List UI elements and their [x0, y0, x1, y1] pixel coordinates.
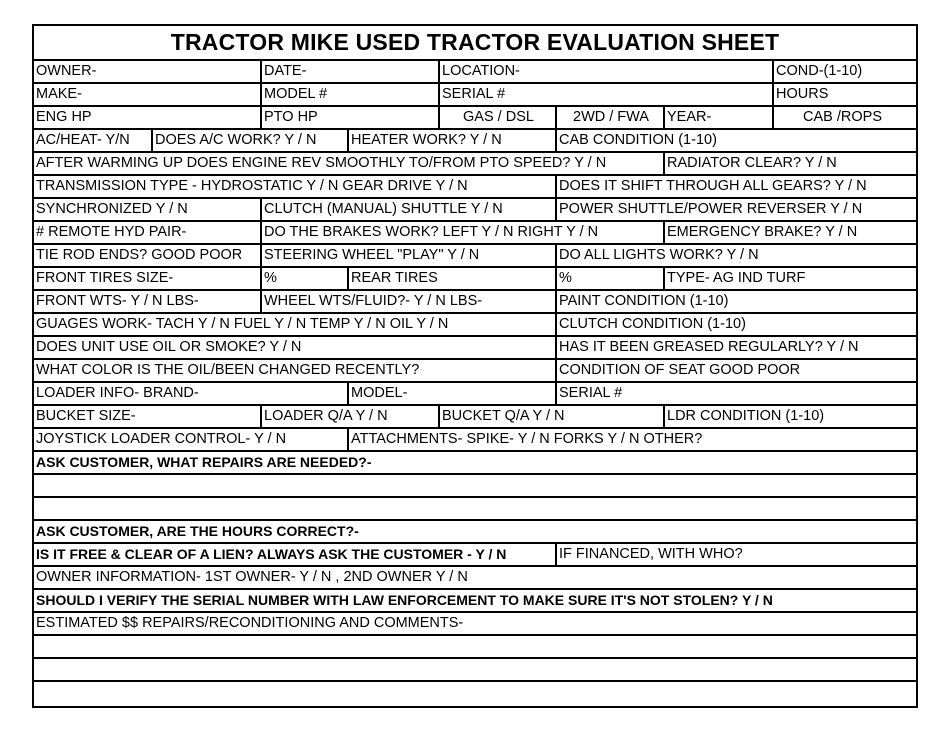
form-field-label: TRANSMISSION TYPE - HYDROSTATIC Y / N GEAR DRIVE Y / N — [36, 178, 468, 194]
form-field-label: LOADER Q/A Y / N — [260, 406, 438, 427]
blank-entry-line[interactable] — [34, 498, 916, 519]
form-row — [34, 567, 916, 590]
form-field-label: ATTACHMENTS- SPIKE- Y / N FORKS Y / N OTHER? — [347, 429, 916, 450]
form-field-label: LOCATION- — [438, 61, 772, 82]
form-field-label: CAB /ROPS — [772, 107, 916, 128]
form-field-label: OWNER INFORMATION- 1ST OWNER- Y / N , 2ND OWNER Y / N — [36, 569, 468, 585]
form-field-label: TIE ROD ENDS? GOOD POOR — [36, 247, 243, 263]
form-field-label: FRONT WTS- Y / N LBS- — [36, 293, 199, 309]
form-row — [34, 107, 916, 130]
form-field-label: HAS IT BEEN GREASED REGULARLY? Y / N — [555, 337, 916, 358]
form-field-label: % — [260, 268, 347, 289]
form-row — [34, 521, 916, 544]
form-field-label: GAS / DSL — [438, 107, 555, 128]
form-row — [34, 245, 916, 268]
form-field-label: HOURS — [772, 84, 916, 105]
form-row — [34, 130, 916, 153]
form-field-label: DO THE BRAKES WORK? LEFT Y / N RIGHT Y / N — [260, 222, 663, 243]
form-field-label: IS IT FREE & CLEAR OF A LIEN? ALWAYS ASK THE CUSTOMER - Y / N — [36, 546, 507, 562]
form-field-label: DO ALL LIGHTS WORK? Y / N — [555, 245, 916, 266]
form-row — [34, 544, 916, 567]
form-field-label: ASK CUSTOMER, ARE THE HOURS CORRECT?- — [36, 523, 359, 539]
form-field-label: DOES IT SHIFT THROUGH ALL GEARS? Y / N — [555, 176, 916, 197]
form-field-label: STEERING WHEEL "PLAY" Y / N — [260, 245, 555, 266]
form-field-label: DATE- — [260, 61, 438, 82]
form-field-label: EMERGENCY BRAKE? Y / N — [663, 222, 916, 243]
form-field-label: GUAGES WORK- TACH Y / N FUEL Y / N TEMP Y / N OIL Y / N — [36, 316, 449, 332]
sheet-title: TRACTOR MIKE USED TRACTOR EVALUATION SHEET — [34, 26, 916, 61]
blank-entry-line[interactable] — [34, 636, 916, 657]
form-field-label: DOES A/C WORK? Y / N — [151, 130, 347, 151]
form-row — [34, 452, 916, 475]
form-row — [34, 222, 916, 245]
form-field-label: PTO HP — [260, 107, 438, 128]
form-row — [34, 84, 916, 107]
form-row — [34, 61, 916, 84]
form-field-label: TYPE- AG IND TURF — [663, 268, 916, 289]
form-field-label: MAKE- — [36, 86, 82, 102]
form-row — [34, 429, 916, 452]
form-row — [34, 613, 916, 636]
form-row — [34, 268, 916, 291]
form-field-label: JOYSTICK LOADER CONTROL- Y / N — [36, 431, 287, 447]
form-row — [34, 682, 916, 704]
form-field-label: REAR TIRES — [347, 268, 555, 289]
form-field-label: ASK CUSTOMER, WHAT REPAIRS ARE NEEDED?- — [36, 454, 372, 470]
form-field-label: LOADER INFO- BRAND- — [36, 385, 199, 401]
form-field-label: POWER SHUTTLE/POWER REVERSER Y / N — [555, 199, 916, 220]
form-field-label: SYNCHRONIZED Y / N — [36, 201, 188, 217]
form-row — [34, 199, 916, 222]
blank-entry-line[interactable] — [34, 475, 916, 496]
form-field-label: ESTIMATED $$ REPAIRS/RECONDITIONING AND COMMENTS- — [36, 615, 464, 631]
form-field-label: CONDITION OF SEAT GOOD POOR — [555, 360, 916, 381]
form-field-label: LDR CONDITION (1-10) — [663, 406, 916, 427]
form-field-label: HEATER WORK? Y / N — [347, 130, 555, 151]
form-field-label: YEAR- — [663, 107, 772, 128]
form-field-label: CAB CONDITION (1-10) — [555, 130, 916, 151]
form-row — [34, 291, 916, 314]
form-field-label: FRONT TIRES SIZE- — [36, 270, 174, 286]
form-field-label: SERIAL # — [438, 84, 772, 105]
form-field-label: AC/HEAT- Y/N — [36, 132, 130, 148]
form-row — [34, 406, 916, 429]
form-row — [34, 475, 916, 498]
form-row — [34, 383, 916, 406]
form-field-label: SERIAL # — [555, 383, 916, 404]
blank-entry-line[interactable] — [34, 682, 916, 704]
form-row — [34, 176, 916, 199]
blank-entry-line[interactable] — [34, 659, 916, 680]
form-field-label: RADIATOR CLEAR? Y / N — [663, 153, 916, 174]
form-field-label: 2WD / FWA — [555, 107, 663, 128]
form-field-label: MODEL # — [260, 84, 438, 105]
form-field-label: # REMOTE HYD PAIR- — [36, 224, 187, 240]
form-field-label: COND-(1-10) — [772, 61, 916, 82]
form-field-label: SHOULD I VERIFY THE SERIAL NUMBER WITH LAW ENFORCEMENT TO MAKE SURE IT'S NOT STOLEN? Y / N — [36, 592, 773, 608]
form-row — [34, 337, 916, 360]
form-field-label: AFTER WARMING UP DOES ENGINE REV SMOOTHLY TO/FROM PTO SPEED? Y / N — [36, 155, 607, 171]
form-row — [34, 659, 916, 682]
form-field-label: OWNER- — [36, 63, 97, 79]
form-field-label: BUCKET SIZE- — [36, 408, 136, 424]
form-row — [34, 590, 916, 613]
evaluation-sheet — [32, 24, 918, 708]
form-field-label: CLUTCH (MANUAL) SHUTTLE Y / N — [260, 199, 555, 220]
form-field-label: CLUTCH CONDITION (1-10) — [555, 314, 916, 335]
form-field-label: WHEEL WTS/FLUID?- Y / N LBS- — [260, 291, 555, 312]
form-field-label: PAINT CONDITION (1-10) — [555, 291, 916, 312]
form-field-label: WHAT COLOR IS THE OIL/BEEN CHANGED RECENTLY? — [36, 362, 420, 378]
form-field-label: ENG HP — [36, 109, 92, 125]
form-field-label: IF FINANCED, WITH WHO? — [555, 544, 916, 565]
form-row — [34, 360, 916, 383]
form-field-label: DOES UNIT USE OIL OR SMOKE? Y / N — [36, 339, 302, 355]
form-row — [34, 314, 916, 337]
form-field-label: MODEL- — [347, 383, 555, 404]
form-field-label: % — [555, 268, 663, 289]
form-row — [34, 636, 916, 659]
form-row — [34, 153, 916, 176]
form-field-label: BUCKET Q/A Y / N — [438, 406, 663, 427]
form-row — [34, 498, 916, 521]
